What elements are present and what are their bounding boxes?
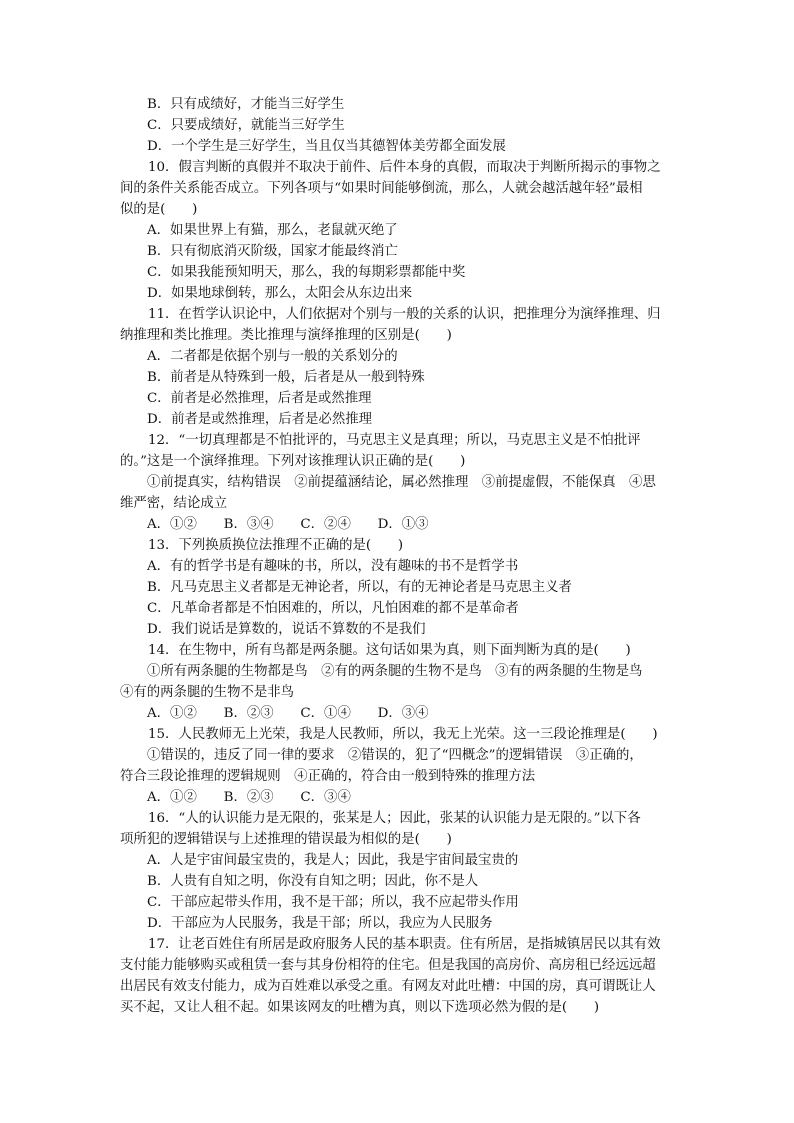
text-line: A．人是宇宙间最宝贵的，我是人；因此，我是宇宙间最宝贵的 [147, 853, 519, 868]
text-line: 15．人民教师无上光荣，我是人民教师，所以，我无上光荣。这一三段论推理是( ) [148, 727, 658, 742]
text-line: 似的是( ) [120, 202, 198, 217]
text-line: 的。”这是一个演绎推理。下列对该推理认识正确的是( ) [120, 454, 466, 469]
text-line: D．我们说话是算数的，说话不算数的不是我们 [147, 622, 426, 637]
text-line: 符合三段论推理的逻辑规则 ④正确的，符合由一般到特殊的推理方法 [120, 769, 536, 784]
text-line: 维严密，结论成立 [120, 496, 228, 511]
text-line: C．如果我能预知明天，那么，我的每期彩票都能中奖 [147, 265, 466, 280]
text-line: 11．在哲学认识论中，人们依据对个别与一般的关系的认识，把推理分为演绎推理、归 [148, 307, 661, 322]
text-line: 14．在生物中，所有鸟都是两条腿。这句话如果为真，则下面判断为真的是( ) [148, 643, 631, 658]
text-line: A．有的哲学书是有趣味的书，所以，没有趣味的书不是哲学书 [147, 559, 519, 574]
text-line: C．只要成绩好，就能当三好学生 [147, 118, 345, 133]
text-line: D．如果地球倒转，那么，太阳会从东边出来 [147, 286, 413, 301]
text-line: 10．假言判断的真假并不取决于前件、后件本身的真假，而取决于判断所揭示的事物之 [148, 160, 661, 175]
text-line: B．前者是从特殊到一般，后者是从一般到特殊 [147, 370, 425, 385]
text-line: A．如果世界上有猫，那么，老鼠就灭绝了 [147, 223, 398, 238]
text-line: C．前者是必然推理，后者是或然推理 [147, 391, 372, 406]
text-line: 纳推理和类比推理。类比推理与演绎推理的区别是( ) [120, 328, 452, 343]
text-line: ④有的两条腿的生物不是非鸟 [120, 685, 295, 700]
text-line: C．干部应起带头作用，我不是干部；所以，我不应起带头作用 [147, 895, 519, 910]
text-line: ①所有两条腿的生物都是鸟 ②有的两条腿的生物不是鸟 ③有的两条腿的生物是鸟 [147, 664, 643, 679]
text-line: C．凡革命者都是不怕困难的，所以，凡怕困难的都不是革命者 [147, 601, 519, 616]
text-line: B．人贵有自知之明，你没有自知之明；因此，你不是人 [147, 874, 479, 889]
text-line: 支付能力能够购买或租赁一套与其身份相符的住宅。但是我国的高房价、高房租已经远远超 [120, 958, 656, 973]
text-line: 买不起，又让人租不起。如果该网友的吐槽为真，则以下选项必然为假的是( ) [120, 1000, 600, 1015]
text-line: A．①② B．②③ C．①④ D．③④ [147, 706, 429, 721]
text-line: 13．下列换质换位法推理不正确的是( ) [148, 538, 404, 553]
text-line: ①前提真实，结构错误 ②前提蕴涵结论，属必然推理 ③前提虚假，不能保真 ④思 [147, 475, 656, 490]
text-line: 项所犯的逻辑错误与上述推理的错误最为相似的是( ) [120, 832, 452, 847]
text-line: A．二者都是依据个别与一般的关系划分的 [147, 349, 398, 364]
text-line: 16．“人的认识能力是无限的，张某是人；因此，张某的认识能力是无限的。”以下各 [148, 811, 641, 826]
text-line: D．前者是或然推理，后者是必然推理 [147, 412, 372, 427]
text-line: ①错误的，违反了同一律的要求 ②错误的，犯了“四概念”的逻辑错误 ③正确的， [147, 748, 643, 763]
text-line: A．①② B．②③ C．③④ [147, 790, 351, 805]
text-line: B．只有彻底消灭阶级，国家才能最终消亡 [147, 244, 398, 259]
text-line: A．①② B．③④ C．②④ D．①③ [147, 517, 429, 532]
text-line: D．干部应为人民服务，我是干部；所以，我应为人民服务 [147, 916, 493, 931]
text-line: B．只有成绩好，才能当三好学生 [147, 97, 345, 112]
text-line: 出居民有效支付能力，成为百姓难以承受之重。有网友对此吐槽：中国的房，真可谓既让人 [120, 979, 656, 994]
document-body [120, 94, 680, 1018]
text-line: 间的条件关系能否成立。下列各项与“如果时间能够倒流，那么，人就会越活越年轻”最相 [120, 181, 643, 196]
text-line: D．一个学生是三好学生，当且仅当其德智体美劳都全面发展 [147, 139, 506, 154]
text-line: 17．让老百姓住有所居是政府服务人民的基本职责。住有所居，是指城镇居民以其有效 [148, 937, 661, 952]
text-line: B．凡马克思主义者都是无神论者，所以，有的无神论者是马克思主义者 [147, 580, 572, 595]
text-line: 12．“一切真理都是不怕批评的，马克思主义是真理；所以，马克思主义是不怕批评 [148, 433, 641, 448]
